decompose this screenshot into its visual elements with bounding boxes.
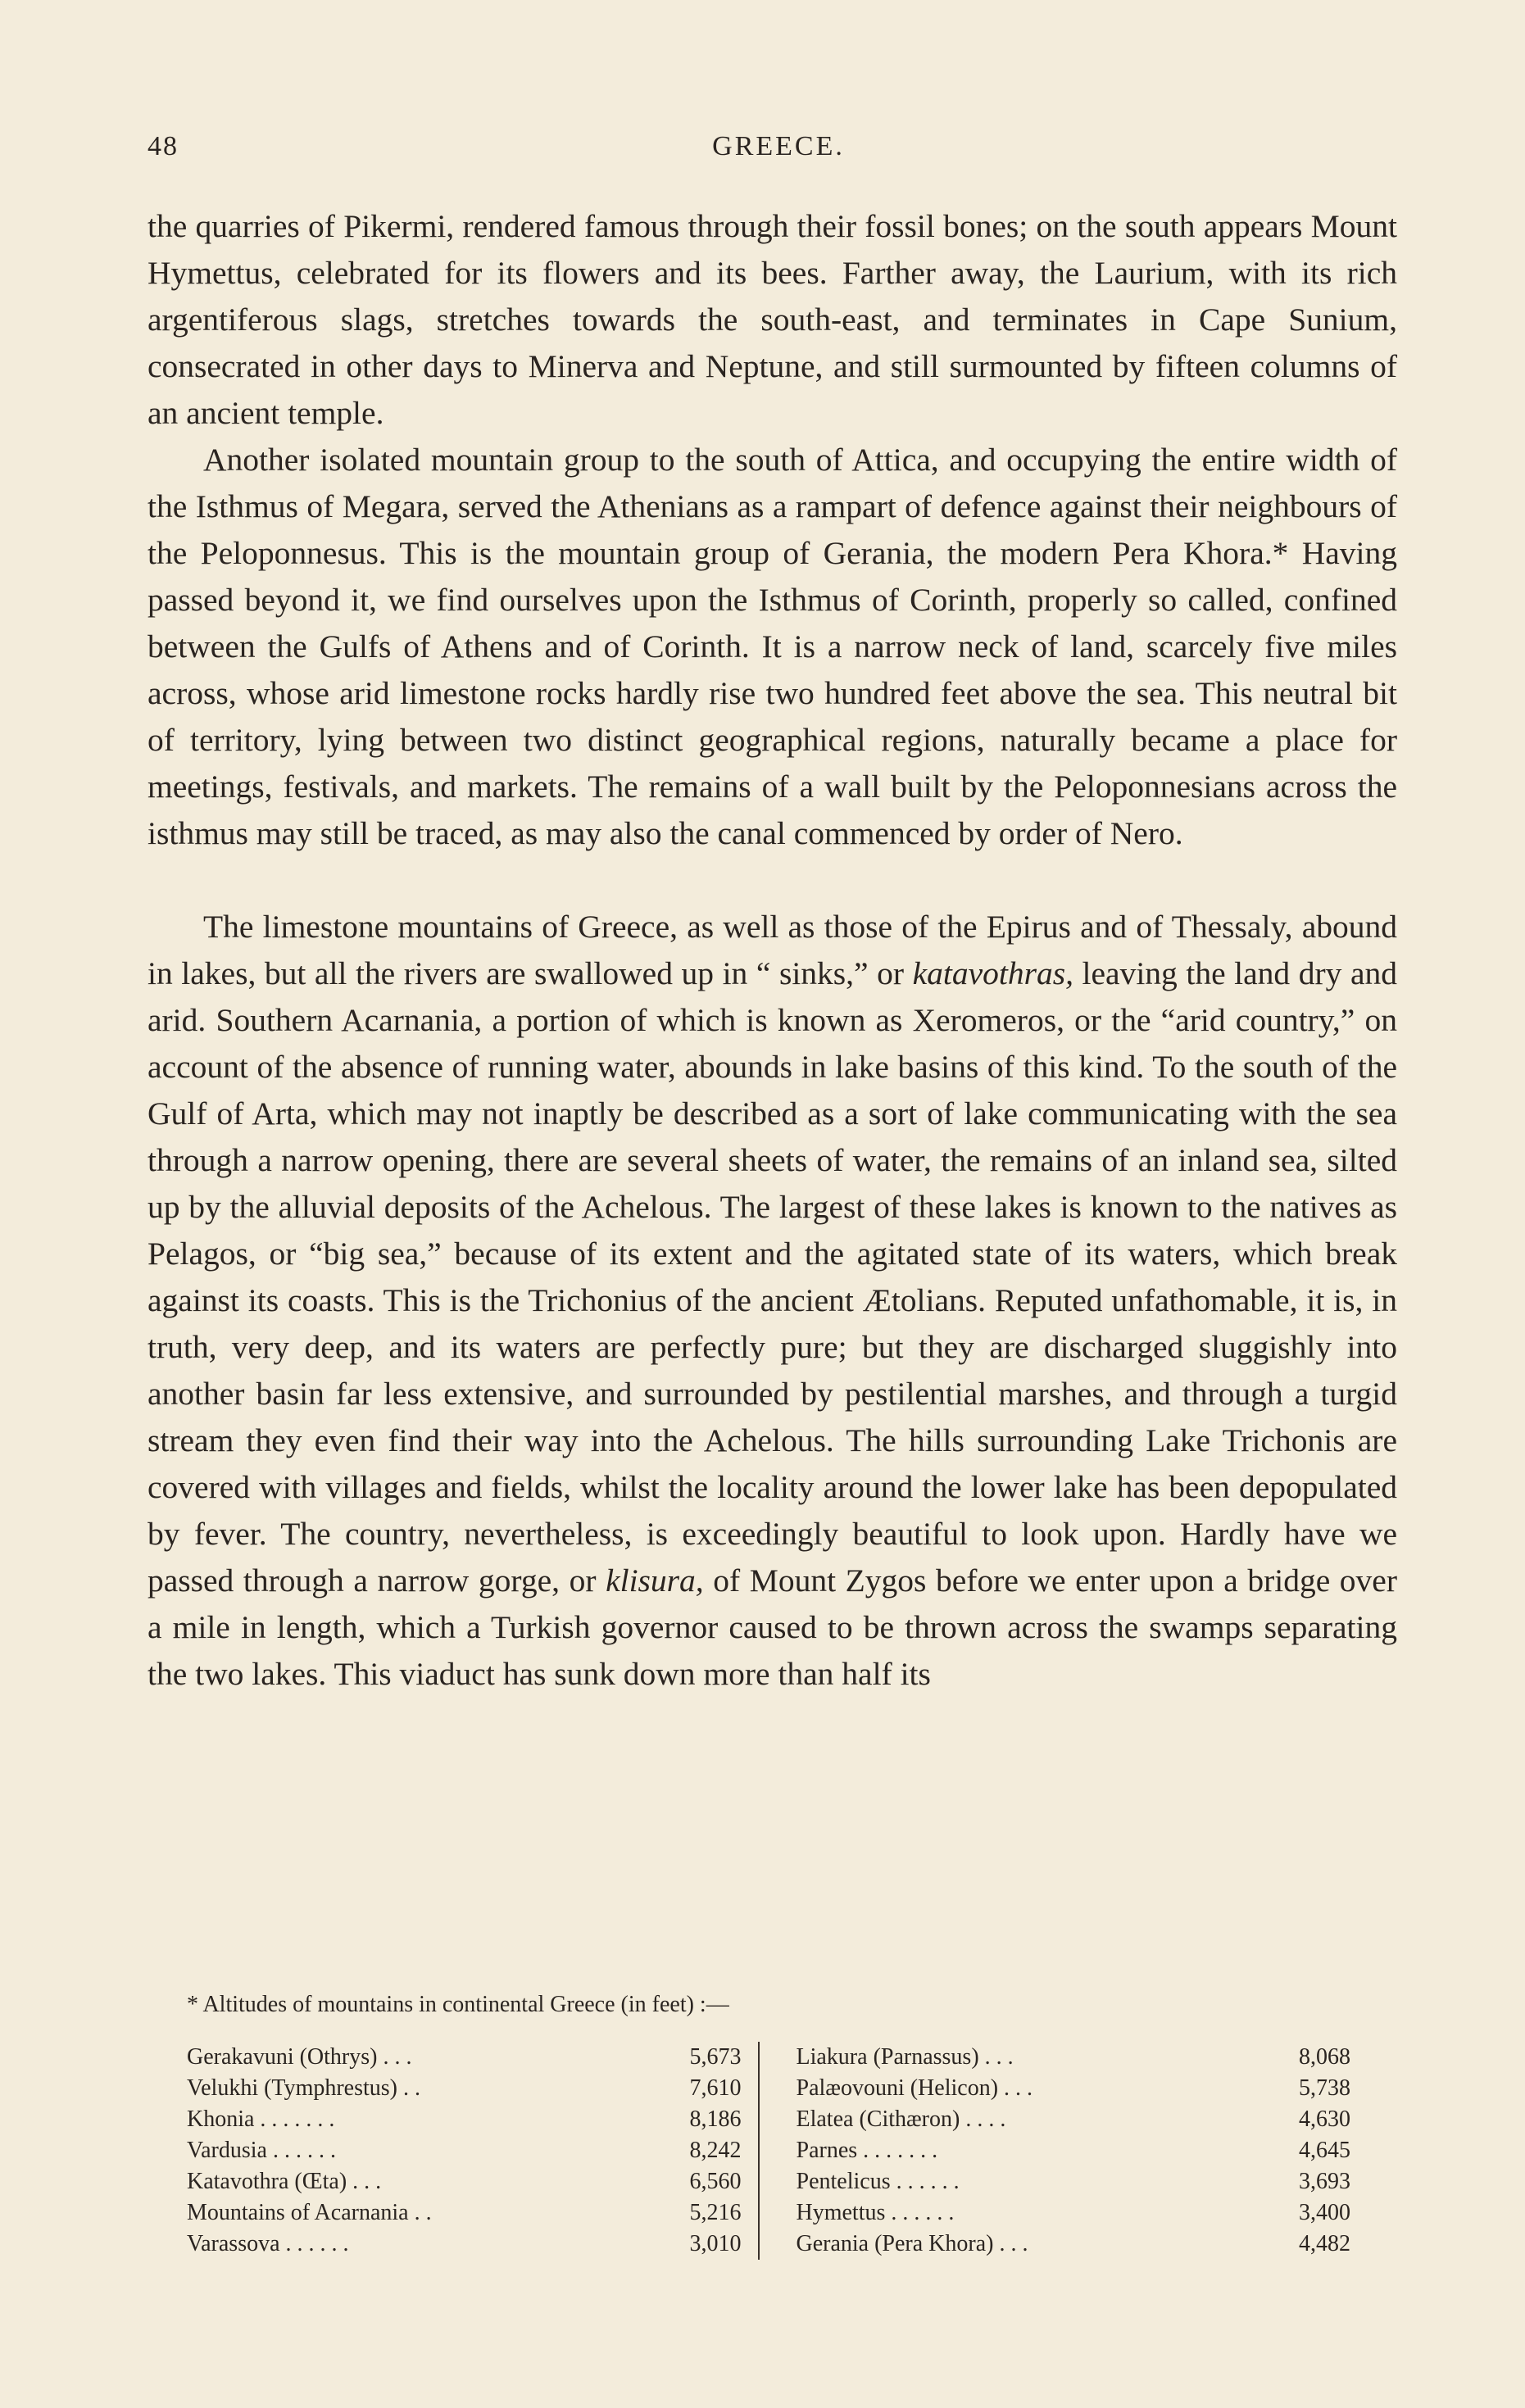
mountain-altitude: 6,560 — [689, 2169, 742, 2194]
mountain-name: Khonia . . . . . . . — [187, 2106, 335, 2132]
altitude-row — [187, 2229, 742, 2260]
paragraph-lakes — [148, 904, 1397, 1698]
mountain-name: Palæovouni (Helicon) . . . — [796, 2075, 1033, 2101]
term-klisura: klisura, — [606, 1562, 704, 1599]
altitude-row — [187, 2135, 742, 2166]
paragraph-lakes-part-2: leaving the land dry and arid. Southern Acarnania, a portion of which is known as Xeromeros, or the “arid country,” on account of the absence of running water, abounds in lake basins of this kind. To the south of the Gulf of Arta, which may not inaptly be described as a sort of lake communicating with the sea through a narrow opening, there are several sheets of water, the remains of an inland sea, silted up by the alluvial deposits of the Achelous. The largest of these lakes is known to the natives as Pelagos, or “big sea,” because of its extent and the agitated state of its waters, which break against its coasts. This is the Trichonius of the ancient Ætolians. Reputed unfathomable, it is, in truth, very deep, and its waters are perfectly pure; but they are discharged sluggishly into another basin far less extensive, and surrounded by pestilential marshes, and through a turgid stream they even find their way into the Achelous. The hills surrounding Lake Trichonis are covered with villages and fields, whilst the locality around the lower lake has been depopulated by fever. The country, nevertheless, is exceedingly beautiful to look upon. Hardly have we passed through a narrow gorge, or — [148, 955, 1397, 1599]
running-head — [148, 131, 1409, 172]
page-number: 48 — [148, 131, 179, 161]
paragraph-lakes-part-3: of Mount Zygos before we enter upon a bridge over a mile in length, which a Turkish governor caused to be thrown across the swamps separating the two lakes. This viaduct has sunk down more than half its — [148, 1562, 1397, 1692]
altitude-row — [187, 2197, 742, 2229]
altitude-row — [187, 2073, 742, 2104]
altitude-row — [797, 2042, 1351, 2073]
mountain-altitude: 7,610 — [689, 2075, 742, 2101]
altitude-row — [187, 2166, 742, 2197]
paragraph-isthmus: Another isolated mountain group to the south of Attica, and occupying the entire width of the Isthmus of Megara, served the Athenians as a rampart of defence against their neighbours of the Peloponnesus. This is the mountain group of Gerania, the modern Pera Khora.* Having passed beyond it, we find ourselves upon the Isthmus of Corinth, properly so called, confined between the Gulfs of Athens and of Corinth. It is a narrow neck of land, scarcely five miles across, whose arid limestone rocks hardly rise two hundred feet above the sea. This neutral bit of territory, lying between two distinct geographical regions, naturally became a place for meetings, festivals, and markets. The remains of a wall built by the Peloponnesians across the isthmus may still be traced, as may also the canal commenced by order of Nero. — [148, 442, 1397, 851]
mountain-name: Katavothra (Œta) . . . — [187, 2169, 382, 2194]
running-title: GREECE. — [712, 131, 845, 161]
mountain-altitude: 8,186 — [689, 2106, 742, 2132]
paragraph-lakes-part-1: The limestone mountains of Greece, as well as those of the Epirus and of Thessaly, abound in lakes, but all the rivers are swallowed up in “ sinks,” or — [148, 909, 1397, 991]
mountain-name: Hymettus . . . . . . — [796, 2200, 955, 2225]
altitude-column-left — [187, 2042, 758, 2260]
altitude-row — [187, 2104, 742, 2135]
term-katavothras: katavothras, — [912, 955, 1073, 991]
mountain-altitude: 3,010 — [689, 2231, 742, 2256]
mountain-name: Elatea (Cithæron) . . . . — [796, 2106, 1006, 2132]
mountain-name: Vardusia . . . . . . — [187, 2138, 336, 2163]
body-text — [148, 203, 1397, 1698]
footnote-intro: * Altitudes of mountains in continental Greece (in feet) :— — [187, 1992, 729, 2017]
altitude-row — [797, 2073, 1351, 2104]
mountain-altitude: 5,738 — [1299, 2075, 1350, 2101]
altitude-row — [797, 2135, 1351, 2166]
mountain-altitude: 8,242 — [689, 2138, 742, 2163]
altitude-table — [187, 2042, 1350, 2260]
mountain-altitude: 3,400 — [1299, 2200, 1350, 2225]
altitude-row — [797, 2104, 1351, 2135]
mountain-altitude: 4,630 — [1299, 2106, 1350, 2132]
footnote — [187, 1989, 1383, 2260]
mountain-name: Parnes . . . . . . . — [796, 2138, 938, 2163]
altitude-row — [797, 2197, 1351, 2229]
mountain-name: Varassova . . . . . . — [187, 2231, 349, 2256]
paragraph-continued: the quarries of Pikermi, rendered famous through their fossil bones; on the south appears Mount Hymettus, celebrated for its flowers and its bees. Farther away, the Laurium, with its rich argentiferous slags, stretches towards the south-east, and terminates in Cape Sunium, consecrated in other days to Minerva and Neptune, and still surmounted by fifteen columns of an ancient temple. — [148, 208, 1397, 431]
mountain-altitude: 3,693 — [1299, 2169, 1350, 2194]
mountain-altitude: 8,068 — [1299, 2044, 1350, 2070]
mountain-name: Liakura (Parnassus) . . . — [796, 2044, 1014, 2070]
mountain-name: Mountains of Acarnania . . — [187, 2200, 432, 2225]
altitude-row — [187, 2042, 742, 2073]
altitude-row — [797, 2229, 1351, 2260]
altitude-column-right — [758, 2042, 1351, 2260]
mountain-name: Pentelicus . . . . . . — [796, 2169, 960, 2194]
mountain-name: Gerakavuni (Othrys) . . . — [187, 2044, 412, 2070]
mountain-altitude: 4,482 — [1299, 2231, 1350, 2256]
altitude-row — [797, 2166, 1351, 2197]
mountain-altitude: 5,216 — [689, 2200, 742, 2225]
mountain-name: Velukhi (Tymphrestus) . . — [187, 2075, 421, 2101]
mountain-altitude: 5,673 — [689, 2044, 742, 2070]
mountain-altitude: 4,645 — [1299, 2138, 1350, 2163]
mountain-name: Gerania (Pera Khora) . . . — [796, 2231, 1028, 2256]
